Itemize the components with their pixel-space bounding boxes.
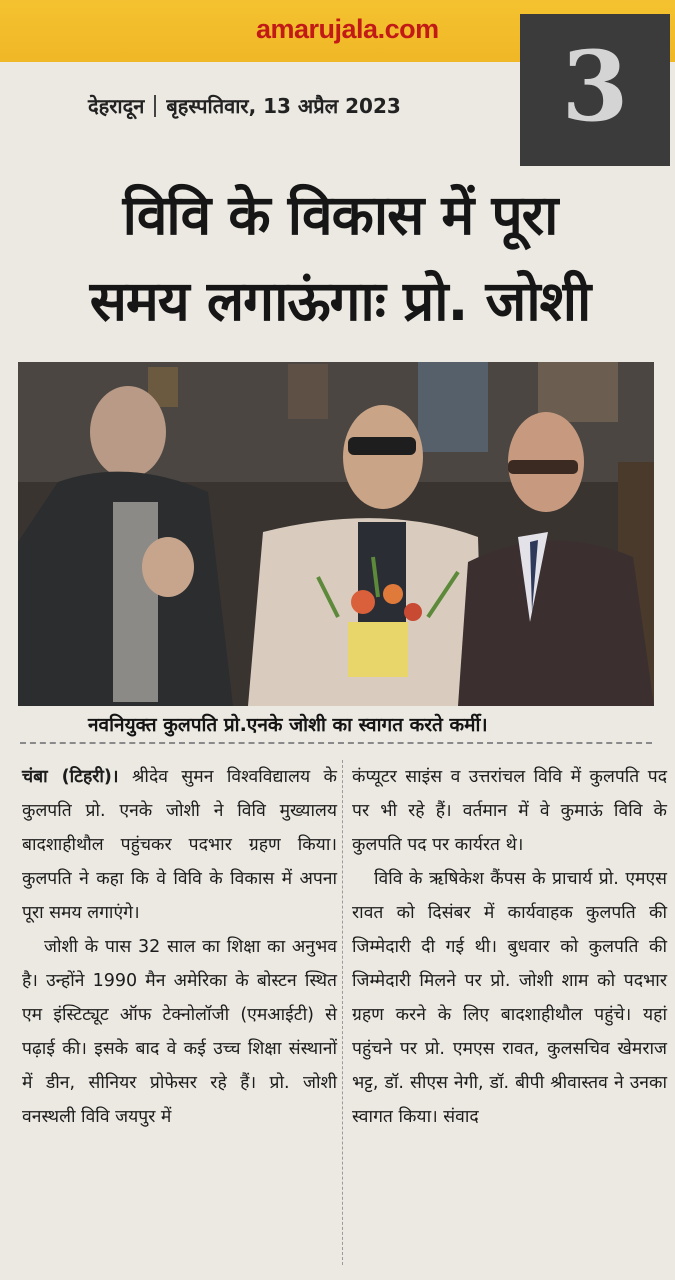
- edition-date: बृहस्पतिवार, 13 अप्रैल 2023: [166, 94, 401, 118]
- headline-line-2: समय लगाऊंगाः प्रो. जोशी: [89, 269, 591, 333]
- photo-illustration: [18, 362, 654, 706]
- article-paragraph: विवि के ऋषिकेश कैंपस के प्राचार्य प्रो. एमएस रावत को दिसंबर में कार्यवाहक कुलपति की जिम्मेदारी दी गई थी। बुधवार को कुलपति की जिम्मेदारी मिलने पर प्रो. जोशी शाम को पदभार ग्रहण करने के लिए बादशाहीथौल पहुंचे। यहां पहुंचने पर प्रो. एमएस रावत, कुलसचिव खेमराज भट्ट, डॉ. सीएस नेगी, डॉ. बीपी श्रीवास्तव ने उनका स्वागत किया। संवाद: [352, 869, 667, 1127]
- column-divider: [342, 760, 343, 1265]
- dateline-separator: [154, 95, 156, 117]
- brand-logo: amarujala.com: [256, 14, 439, 44]
- paragraph-text: श्रीदेव सुमन विश्वविद्यालय के कुलपति प्रो. एनके जोशी ने विवि मुख्यालय बादशाहीथौल पहुंचकर पदभार ग्रहण किया। कुलपति ने कहा कि वे विवि के विकास में अपना पूरा समय लगाएंगे।: [22, 767, 337, 923]
- article-photo: [18, 362, 654, 706]
- page-number-box: [520, 14, 670, 166]
- article-paragraph: [22, 760, 337, 930]
- edition-city: देहरादून: [88, 94, 145, 118]
- page-number: 3: [561, 30, 629, 143]
- article-column-right: [352, 760, 667, 1134]
- edition-dateline: [88, 92, 401, 119]
- article-paragraph: जोशी के पास 32 साल का शिक्षा का अनुभव है। उन्होंने 1990 मैन अमेरिका के बोस्टन स्थित एम इंस्टिट्यूट ऑफ टेक्नोलॉजी (एमआईटी) से पढ़ाई की। इसके बाद वे कई उच्च शिक्षा संस्थानों में डीन, सीनियर प्रोफेसर रहे हैं। प्रो. जोशी वनस्थली विवि जयपुर में: [22, 937, 337, 1127]
- article-column-left: [22, 760, 337, 1134]
- headline-line-1: विवि के विकास में पूरा: [122, 183, 558, 247]
- photo-caption: नवनियुक्त कुलपति प्रो.एनके जोशी का स्वागत करते कर्मी।: [88, 714, 488, 736]
- caption-rule: [20, 742, 652, 744]
- article-dateline: चंबा (टिहरी)।: [22, 767, 119, 787]
- article-headline: [16, 172, 664, 344]
- article-paragraph: कंप्यूटर साइंस व उत्तरांचल विवि में कुलपति पद पर भी रहे हैं। वर्तमान में वे कुमाऊं विवि के कुलपति पद पर कार्यरत थे।: [352, 767, 667, 855]
